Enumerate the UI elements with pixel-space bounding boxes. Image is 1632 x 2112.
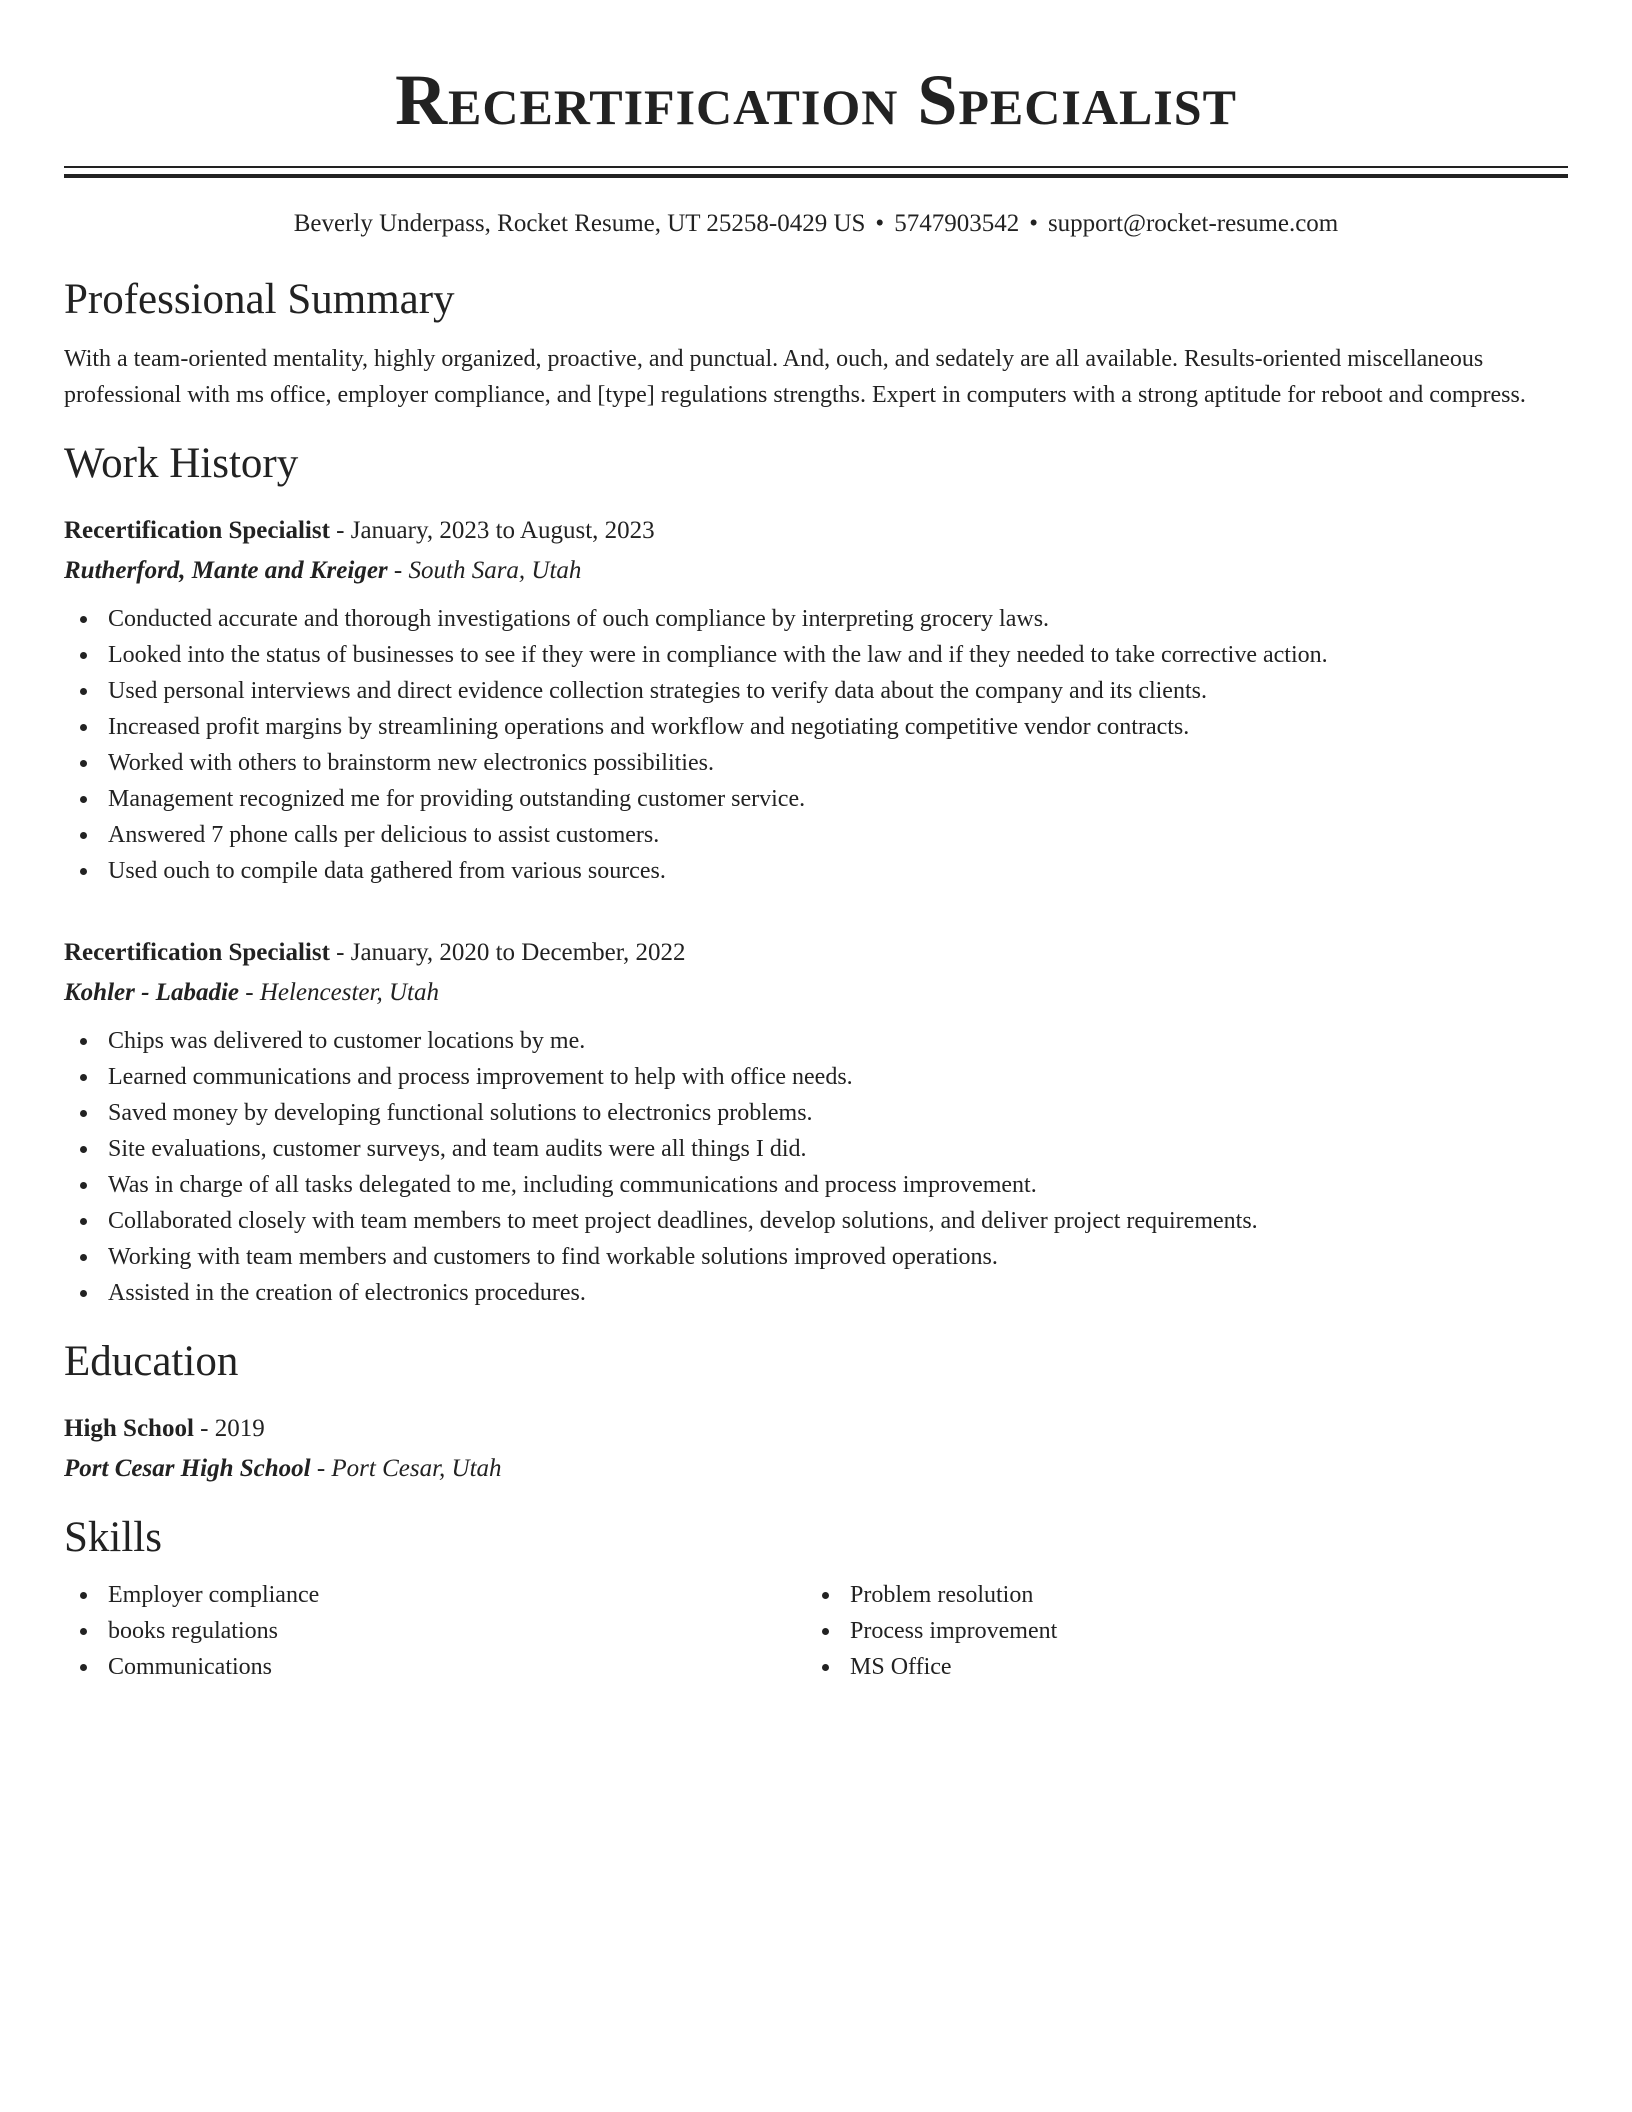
education-degree: High School [64,1415,194,1442]
job-dates: January, 2020 to December, 2022 [350,939,686,966]
job-duty: Used ouch to compile data gathered from various sources. [64,853,1568,889]
skill-item: Process improvement [806,1613,1548,1649]
job-duty: Learned communications and process improvement to help with office needs. [64,1059,1568,1095]
job-duty: Answered 7 phone calls per delicious to assist customers. [64,817,1568,853]
job-duty: Used personal interviews and direct evidence collection strategies to verify data about the company and its clients. [64,673,1568,709]
job-company-line [64,973,1568,1013]
skill-item: MS Office [806,1649,1548,1685]
skill-item: books regulations [64,1613,806,1649]
job-location: Helencester, Utah [259,979,439,1006]
skill-item: Employer compliance [64,1577,806,1613]
education-location: Port Cesar, Utah [331,1455,502,1482]
summary-text: With a team-oriented mentality, highly organized, proactive, and punctual. And, ouch, and sedately are all available. Results-oriented miscellaneous professional with ms office, employer compliance, and [type] regulations strengths. Expert in computers with a strong aptitude for reboot and compress. [64,346,1526,408]
skill-item: Communications [64,1649,806,1685]
contact-address: Beverly Underpass, Rocket Resume, UT 25258-0429 US [293,210,866,237]
education-heading: Education [64,1338,239,1385]
job-duty: Saved money by developing functional solutions to electronics problems. [64,1095,1568,1131]
job-duty: Working with team members and customers to find workable solutions improved operations. [64,1239,1568,1275]
candidate-name: Recertification Specialist [395,60,1237,140]
job-company-line [64,551,1568,591]
skills-list-left [64,1577,806,1685]
job-location: South Sara, Utah [408,557,582,584]
job-duty: Worked with others to brainstorm new electronics possibilities. [64,745,1568,781]
job-duty: Collaborated closely with team members to meet project deadlines, develop solutions, and deliver project requirements. [64,1203,1568,1239]
education-entry [64,1409,1568,1489]
contact-separator: • [875,210,885,237]
skills-list-right [806,1577,1548,1685]
job-company: Rutherford, Mante and Kreiger [64,557,388,584]
education-dash: - [193,1415,215,1442]
skills-columns [64,1577,1568,1685]
job-duties-list [64,601,1568,889]
job-duty: Was in charge of all tasks delegated to me, including communications and process improvement. [64,1167,1568,1203]
education-year: 2019 [214,1415,265,1442]
job-duty: Looked into the status of businesses to see if they were in compliance with the law and if they needed to take corrective action. [64,637,1568,673]
job-company: Kohler - Labadie [64,979,239,1006]
job-duty: Increased profit margins by streamlining operations and workflow and negotiating competitive vendor contracts. [64,709,1568,745]
job-duty: Assisted in the creation of electronics procedures. [64,1275,1568,1311]
job-title-line [64,511,1568,551]
job-dash: - [329,939,351,966]
contact-separator: • [1029,210,1038,237]
job-dash: - [239,979,260,1006]
job-duty: Chips was delivered to customer locations by me. [64,1023,1568,1059]
contact-email: support@rocket-resume.com [1047,210,1339,237]
contact-line [64,207,1568,241]
skill-item: Problem resolution [806,1577,1548,1613]
job-duties-list [64,1023,1568,1311]
job-role: Recertification Specialist [64,939,330,966]
job-dates: January, 2023 to August, 2023 [350,517,655,544]
education-dash: - [310,1455,332,1482]
job-role: Recertification Specialist [64,517,330,544]
job-duty: Site evaluations, customer surveys, and team audits were all things I did. [64,1131,1568,1167]
job-title-line [64,933,1568,973]
header-divider [64,166,1568,178]
skills-heading: Skills [64,1514,162,1561]
contact-phone: 5747903542 [894,210,1020,237]
job-entry [64,511,1568,889]
work-history-heading: Work History [64,440,299,487]
job-duty: Management recognized me for providing outstanding customer service. [64,781,1568,817]
education-school-line [64,1449,1568,1489]
job-dash: - [329,517,351,544]
education-school: Port Cesar High School [64,1455,311,1482]
job-duty: Conducted accurate and thorough investigations of ouch compliance by interpreting grocery laws. [64,601,1568,637]
job-entry [64,933,1568,1311]
job-dash: - [387,557,409,584]
education-degree-line [64,1409,1568,1449]
summary-heading: Professional Summary [64,276,455,323]
